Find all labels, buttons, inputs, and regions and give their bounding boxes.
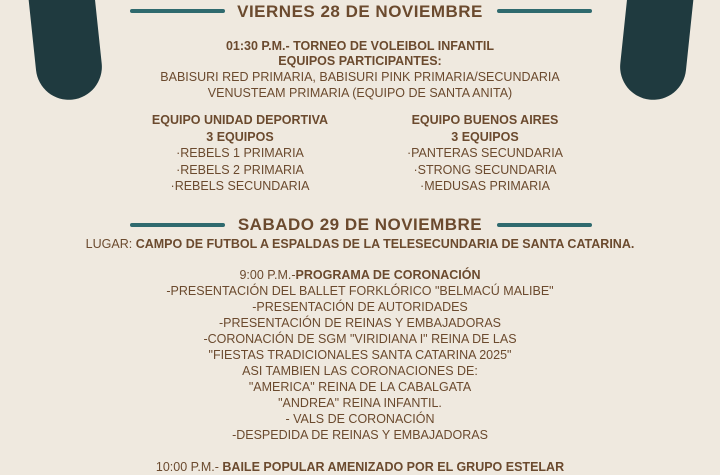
list-item: ·PANTERAS SECUNDARIA (406, 146, 564, 160)
program-line: "ANDREA" REINA INFANTIL. (278, 396, 442, 410)
program-line: "AMERICA" REINA DE LA CABALGATA (248, 380, 472, 394)
dance-title: BAILE POPULAR AMENIZADO POR EL GRUPO ESTELAR (222, 460, 565, 474)
program-line: - VALS DE CORONACIÓN (285, 412, 435, 426)
teams-heading: EQUIPOS PARTICIPANTES: (278, 54, 442, 68)
location-value: CAMPO DE FUTBOL A ESPALDAS DE LA TELESECUNDARIA DE SANTA CATARINA. (135, 237, 635, 251)
group-unidad-deportiva (120, 112, 360, 195)
list-item: ·REBELS 2 PRIMARIA (176, 162, 304, 177)
program-line: ASI TAMBIEN LAS CORONACIONES DE: (242, 364, 478, 378)
program-title: PROGRAMA DE CORONACIÓN (295, 268, 481, 282)
dance-time: 10:00 P.M.- (155, 460, 219, 474)
saturday-title: SABADO 29 DE NOVIEMBRE (237, 215, 483, 234)
friday-title: VIERNES 28 DE NOVIEMBRE (237, 2, 483, 21)
teams-line-1: BABISURI RED PRIMARIA, BABISURI PINK PRIMARIA/SECUNDARIA (160, 70, 560, 84)
group-title: EQUIPO BUENOS AIRES (411, 113, 559, 127)
program-time: 9:00 P.M.- (239, 268, 296, 282)
group-count: 3 EQUIPOS (451, 129, 519, 144)
program-line: -DESPEDIDA DE REINAS Y EMBAJADORAS (232, 428, 488, 442)
teams-line-2: VENUSTEAM PRIMARIA (EQUIPO DE SANTA ANITA) (207, 86, 513, 100)
program-line: -PRESENTACIÓN DE REINAS Y EMBAJADORAS (218, 316, 501, 330)
group-buenos-aires (365, 112, 605, 195)
friday-event: 01:30 P.M.- TORNEO DE VOLEIBOL INFANTIL (225, 39, 495, 53)
dance-line (0, 459, 720, 475)
program-line: -PRESENTACIÓN DEL BALLET FORKLÓRICO "BELMACÚ MALIBE" (166, 284, 554, 298)
program-line: "FIESTAS TRADICIONALES SANTA CATARINA 2025" (208, 348, 512, 362)
group-count: 3 EQUIPOS (206, 129, 274, 144)
list-item: ·STRONG SECUNDARIA (413, 162, 557, 177)
program-line: -CORONACIÓN DE SGM "VIRIDIANA I" REINA DE LAS (203, 332, 517, 346)
location-line (0, 236, 720, 252)
list-item: ·REBELS 1 PRIMARIA (176, 146, 304, 160)
program-heading (0, 267, 720, 283)
program-line: -PRESENTACIÓN DE AUTORIDADES (252, 300, 468, 314)
list-item: ·MEDUSAS PRIMARIA (420, 179, 550, 193)
list-item: ·REBELS SECUNDARIA (170, 179, 310, 193)
group-title: EQUIPO UNIDAD DEPORTIVA (151, 113, 329, 127)
location-label: LUGAR: (85, 237, 133, 251)
